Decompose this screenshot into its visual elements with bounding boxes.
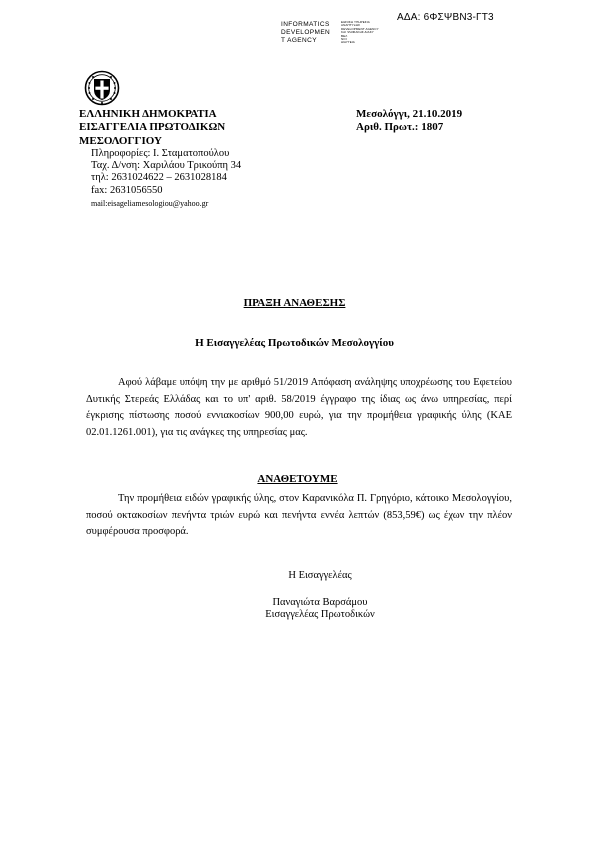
ida-sub-4: ΚΑΙ ΨΗΦΙΑΚΗΣ ΔΙΑΚΥ — [341, 30, 374, 35]
contact-fax: fax: 2631056550 — [91, 184, 163, 196]
authority-line-1: ΕΛΛΗΝΙΚΗ ΔΗΜΟΚΡΑΤΙΑ — [79, 108, 217, 120]
place-date: Μεσολόγγι, 21.10.2019 — [356, 108, 463, 120]
ida-logo — [281, 21, 401, 49]
ida-sub-5: ΒΕΛ — [341, 33, 348, 38]
contact-phone: τηλ: 2631024622 – 2631028184 — [91, 172, 227, 184]
authority-line-3: ΜΕΣΟΛΟΓΓΙΟΥ — [79, 134, 162, 147]
ida-logo-line-1: INFORMATICS — [281, 21, 330, 28]
section-heading-assign: ΑΝΑΘΕΤΟΥΜΕ — [257, 473, 338, 485]
ida-sub-1: ΕΘΝΙΚΗ ΥΠΗΡΕΣΙΑ — [341, 20, 370, 24]
ida-sub-7: ΔΙΑΥΓΕΙΑ — [341, 40, 355, 45]
ida-logo-line-2: DEVELOPMEN — [281, 29, 331, 36]
contact-mail: mail:eisageliamesologiou@yahoo.gr — [91, 198, 209, 208]
ada-code: ΑΔΑ: 6ΦΣΨΒΝ3-ΓΤ3 — [397, 12, 494, 23]
contact-info: Πληροφορίες: Ι. Σταματοπούλου — [91, 148, 230, 159]
paragraph-2: Την προμήθεια ειδών γραφικής ύλης, στον Καρανικόλα Π. Γρηγόριο, κάτοικο Μεσολογγίου, ποσού οκτακοσίων πενήντα τριών ευρώ και πενήντα εννέα λεπτών (853,59€) ως έχων την πλέον συμφέρουσα προσφορά. — [86, 493, 512, 537]
signature-title: Εισαγγελέας Πρωτοδικών — [265, 609, 375, 620]
date-protocol-block — [356, 108, 462, 135]
ida-sub-3: DEVELOPMENT AGENCY — [341, 26, 379, 31]
contact-address: Ταχ. Δ/νση: Χαριλάου Τρικούπη 34 — [91, 160, 242, 172]
paragraph-1: Αφού λάβαμε υπόψη την με αριθμό 51/2019 Απόφαση ανάληψης υποχρέωσης του Εφετείου Δυτικής Στερεάς Ελλάδας και το υπ' αριθ. 58/2019 έγγραφο της ίδιας ως άνω υπηρεσίας, περί έγκρισης πίστωσης ποσού εννιακοσίων 900,00 ευρώ, για την προμήθεια γραφικής ύλης (ΚΑΕ 02.01.1261.001), για τις ανάγκες της υπηρεσίας μας. — [86, 377, 512, 438]
ida-logo-line-3: T AGENCY — [281, 37, 317, 44]
signature-name: Παναγιώτα Βαρσάμου — [272, 597, 368, 608]
ida-logo-subtext — [341, 21, 379, 45]
document-title: ΠΡΑΞΗ ΑΝΑΘΕΣΗΣ — [243, 297, 346, 309]
authority-line-2: ΕΙΣΑΓΓΕΛΙΑ ΠΡΩΤΟΔΙΚΩΝ — [79, 121, 226, 134]
signature-role: Η Εισαγγελέας — [288, 570, 352, 581]
greek-emblem-icon — [84, 70, 120, 106]
ida-sub-2: ΑΝΑΠΤΥΞΗΣ — [341, 23, 361, 28]
protocol-number: Αριθ. Πρωτ.: 1807 — [356, 121, 444, 134]
document-issuer: Η Εισαγγελέας Πρωτοδικών Μεσολογγίου — [195, 337, 394, 349]
ida-sub-6: ΝΟΙ — [341, 37, 347, 42]
contact-block — [91, 148, 241, 210]
authority-block — [79, 108, 225, 148]
